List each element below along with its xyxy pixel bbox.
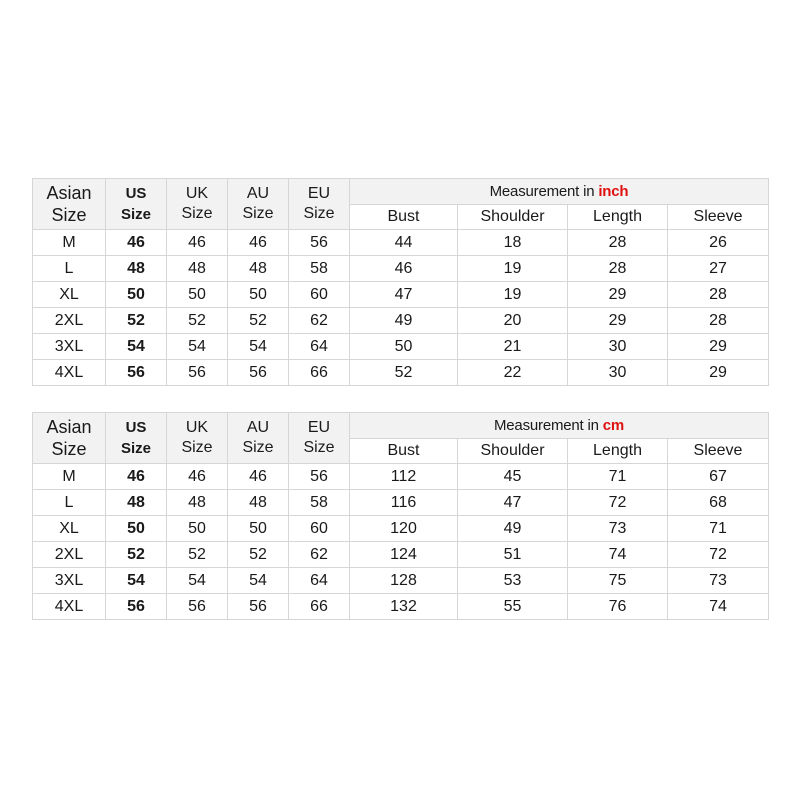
cell-uk-size: 52 (167, 542, 228, 568)
cell-au-size: 52 (228, 542, 289, 568)
cell-length: 75 (568, 568, 668, 594)
cell-us-size: 50 (106, 282, 167, 308)
cell-eu-size: 56 (289, 464, 350, 490)
cell-bust: 132 (350, 594, 458, 620)
cell-shoulder: 19 (458, 282, 568, 308)
cell-au-size: 50 (228, 516, 289, 542)
table-row (33, 230, 769, 256)
header-bust: Bust (350, 205, 458, 230)
header-au-line2: Size (242, 205, 274, 222)
cell-sleeve: 74 (668, 594, 769, 620)
cell-asian-size: M (33, 464, 106, 490)
cell-shoulder: 45 (458, 464, 568, 490)
cell-bust: 50 (350, 334, 458, 360)
header-uk-size (167, 179, 228, 230)
cell-us-size: 54 (106, 334, 167, 360)
cell-shoulder: 53 (458, 568, 568, 594)
header-eu-line1: EU (307, 419, 331, 436)
table-row (33, 464, 769, 490)
cell-uk-size: 50 (167, 516, 228, 542)
cell-asian-size: L (33, 490, 106, 516)
measurement-prefix: Measurement in (494, 416, 603, 434)
header-asian-line1: Asian (46, 183, 92, 203)
cell-uk-size: 56 (167, 594, 228, 620)
cell-au-size: 54 (228, 568, 289, 594)
cell-asian-size: 3XL (33, 334, 106, 360)
table-row (33, 308, 769, 334)
cell-uk-size: 52 (167, 308, 228, 334)
cell-asian-size: 3XL (33, 568, 106, 594)
header-sleeve: Sleeve (668, 205, 769, 230)
table-row (33, 542, 769, 568)
cell-bust: 112 (350, 464, 458, 490)
size-table-inch (32, 178, 769, 386)
header-shoulder: Shoulder (458, 439, 568, 464)
header-asian-line2: Size (51, 205, 87, 225)
cell-length: 74 (568, 542, 668, 568)
cell-bust: 128 (350, 568, 458, 594)
cell-au-size: 56 (228, 594, 289, 620)
header-eu-size (289, 179, 350, 230)
header-eu-size (289, 413, 350, 464)
cell-length: 28 (568, 230, 668, 256)
cell-us-size: 54 (106, 568, 167, 594)
cell-length: 28 (568, 256, 668, 282)
header-bust: Bust (350, 439, 458, 464)
cell-sleeve: 68 (668, 490, 769, 516)
cell-us-size: 56 (106, 360, 167, 386)
header-shoulder: Shoulder (458, 205, 568, 230)
cell-eu-size: 66 (289, 360, 350, 386)
cell-eu-size: 56 (289, 230, 350, 256)
cell-sleeve: 29 (668, 334, 769, 360)
header-uk-line2: Size (181, 439, 213, 456)
cell-us-size: 48 (106, 256, 167, 282)
cell-asian-size: M (33, 230, 106, 256)
header-asian-size (33, 413, 106, 464)
cell-asian-size: 2XL (33, 308, 106, 334)
cell-eu-size: 62 (289, 308, 350, 334)
cell-au-size: 46 (228, 230, 289, 256)
header-length: Length (568, 439, 668, 464)
measurement-title (350, 179, 769, 205)
table-row (33, 490, 769, 516)
cell-asian-size: 4XL (33, 594, 106, 620)
cell-au-size: 50 (228, 282, 289, 308)
cell-eu-size: 58 (289, 256, 350, 282)
cell-uk-size: 46 (167, 230, 228, 256)
measurement-unit: cm (602, 416, 624, 434)
cell-shoulder: 47 (458, 490, 568, 516)
cell-sleeve: 71 (668, 516, 769, 542)
cell-asian-size: XL (33, 282, 106, 308)
header-us-size (106, 179, 167, 230)
header-us-line1: US (125, 185, 147, 202)
cell-us-size: 46 (106, 464, 167, 490)
cell-us-size: 48 (106, 490, 167, 516)
header-au-line1: AU (246, 419, 270, 436)
size-table-cm (32, 412, 769, 620)
cell-uk-size: 50 (167, 282, 228, 308)
header-au-line1: AU (246, 185, 270, 202)
cell-bust: 124 (350, 542, 458, 568)
cell-eu-size: 64 (289, 334, 350, 360)
cell-shoulder: 21 (458, 334, 568, 360)
cell-eu-size: 64 (289, 568, 350, 594)
cell-sleeve: 29 (668, 360, 769, 386)
table-row (33, 516, 769, 542)
cell-asian-size: 4XL (33, 360, 106, 386)
cell-sleeve: 28 (668, 308, 769, 334)
header-uk-line1: UK (185, 419, 209, 436)
cell-length: 29 (568, 308, 668, 334)
header-eu-line2: Size (303, 205, 335, 222)
measurement-prefix: Measurement in (489, 182, 599, 200)
cell-eu-size: 62 (289, 542, 350, 568)
cell-shoulder: 49 (458, 516, 568, 542)
cell-eu-size: 60 (289, 282, 350, 308)
header-asian-line1: Asian (46, 417, 92, 437)
table-row (33, 568, 769, 594)
cell-shoulder: 19 (458, 256, 568, 282)
cell-us-size: 56 (106, 594, 167, 620)
cell-length: 29 (568, 282, 668, 308)
cell-au-size: 54 (228, 334, 289, 360)
header-uk-line2: Size (181, 205, 213, 222)
header-au-size (228, 179, 289, 230)
cell-au-size: 56 (228, 360, 289, 386)
cell-sleeve: 72 (668, 542, 769, 568)
cell-us-size: 52 (106, 308, 167, 334)
cell-bust: 49 (350, 308, 458, 334)
cell-bust: 46 (350, 256, 458, 282)
cell-us-size: 50 (106, 516, 167, 542)
cell-uk-size: 56 (167, 360, 228, 386)
header-uk-size (167, 413, 228, 464)
header-us-size (106, 413, 167, 464)
cell-eu-size: 66 (289, 594, 350, 620)
header-eu-line1: EU (307, 185, 331, 202)
cell-uk-size: 54 (167, 568, 228, 594)
cell-eu-size: 60 (289, 516, 350, 542)
measurement-unit: inch (598, 182, 629, 200)
cell-bust: 116 (350, 490, 458, 516)
header-au-size (228, 413, 289, 464)
cell-bust: 47 (350, 282, 458, 308)
measurement-title (350, 413, 769, 439)
table-row (33, 256, 769, 282)
cell-uk-size: 54 (167, 334, 228, 360)
cell-bust: 44 (350, 230, 458, 256)
cell-us-size: 46 (106, 230, 167, 256)
cell-sleeve: 27 (668, 256, 769, 282)
header-us-line2: Size (120, 206, 151, 223)
cell-au-size: 48 (228, 256, 289, 282)
cell-uk-size: 48 (167, 256, 228, 282)
cell-sleeve: 67 (668, 464, 769, 490)
cell-length: 73 (568, 516, 668, 542)
cell-asian-size: 2XL (33, 542, 106, 568)
cell-shoulder: 18 (458, 230, 568, 256)
header-length: Length (568, 205, 668, 230)
cell-uk-size: 46 (167, 464, 228, 490)
cell-us-size: 52 (106, 542, 167, 568)
header-asian-line2: Size (51, 439, 87, 459)
table-row (33, 360, 769, 386)
cell-bust: 120 (350, 516, 458, 542)
cell-eu-size: 58 (289, 490, 350, 516)
cell-shoulder: 22 (458, 360, 568, 386)
cell-length: 72 (568, 490, 668, 516)
header-eu-line2: Size (303, 439, 335, 456)
cell-au-size: 46 (228, 464, 289, 490)
table-row (33, 282, 769, 308)
cell-bust: 52 (350, 360, 458, 386)
header-us-line1: US (125, 419, 147, 436)
cell-sleeve: 28 (668, 282, 769, 308)
cell-au-size: 52 (228, 308, 289, 334)
table-row (33, 334, 769, 360)
header-us-line2: Size (120, 440, 151, 457)
cell-sleeve: 73 (668, 568, 769, 594)
cell-au-size: 48 (228, 490, 289, 516)
cell-asian-size: XL (33, 516, 106, 542)
header-au-line2: Size (242, 439, 274, 456)
cell-shoulder: 51 (458, 542, 568, 568)
cell-shoulder: 20 (458, 308, 568, 334)
cell-sleeve: 26 (668, 230, 769, 256)
header-sleeve: Sleeve (668, 439, 769, 464)
table-row (33, 594, 769, 620)
cell-uk-size: 48 (167, 490, 228, 516)
cell-asian-size: L (33, 256, 106, 282)
cell-shoulder: 55 (458, 594, 568, 620)
cell-length: 30 (568, 334, 668, 360)
cell-length: 71 (568, 464, 668, 490)
header-uk-line1: UK (185, 185, 209, 202)
cell-length: 76 (568, 594, 668, 620)
header-asian-size (33, 179, 106, 230)
cell-length: 30 (568, 360, 668, 386)
